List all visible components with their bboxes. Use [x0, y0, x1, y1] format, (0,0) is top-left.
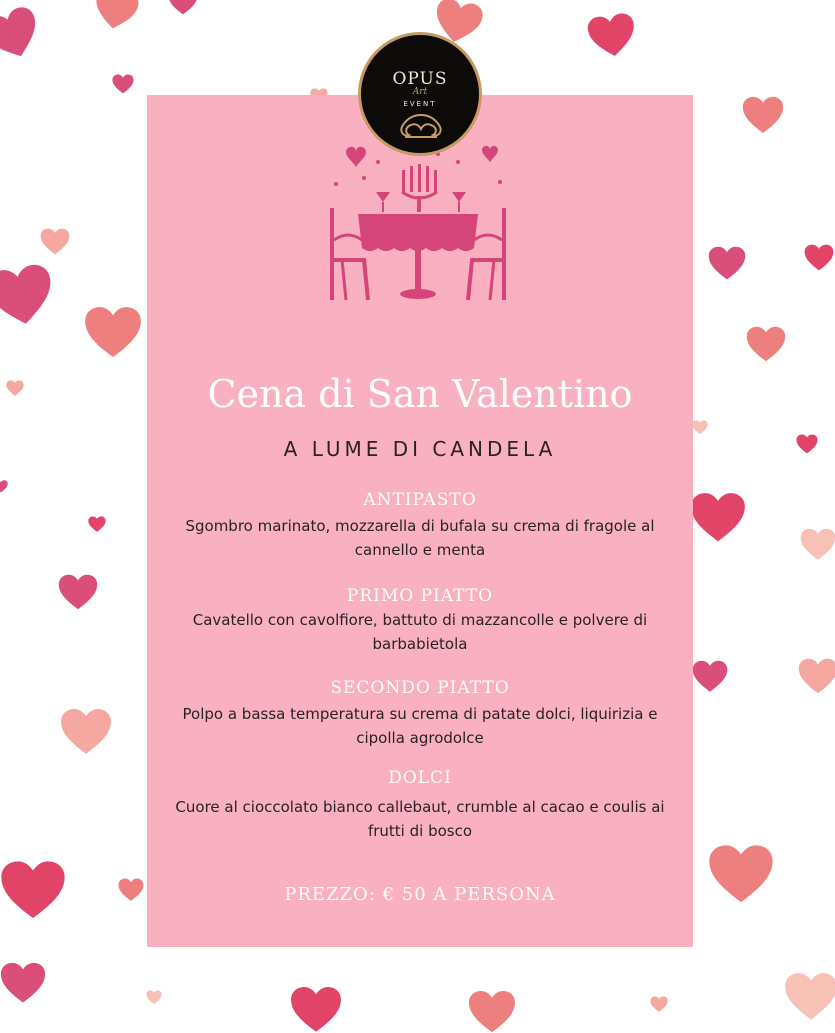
menu-title: Cena di San Valentino: [207, 372, 633, 416]
course-heading-antipasto: ANTIPASTO: [363, 490, 477, 510]
heart-icon: [146, 990, 162, 1004]
heart-icon: [0, 480, 8, 493]
logo-name: OPUS: [392, 69, 448, 89]
heart-icon: [88, 516, 106, 532]
heart-icon: [746, 326, 786, 362]
heart-icon: [60, 708, 112, 755]
heart-icon: [708, 246, 746, 280]
heart-icon: [168, 0, 198, 15]
heart-icon: [742, 96, 784, 134]
heart-icon: [0, 261, 59, 331]
heart-icon: [796, 434, 818, 454]
opus-logo: [358, 32, 482, 156]
heart-icon: [690, 492, 746, 542]
menu-subtitle: A LUME DI CANDELA: [283, 437, 557, 461]
course-heading-secondo: SECONDO PIATTO: [330, 678, 510, 698]
course-heading-dolci: DOLCI: [388, 768, 452, 788]
heart-icon: [346, 147, 366, 168]
heart-icon: [468, 990, 516, 1033]
heart-icon: [58, 574, 98, 610]
heart-icon: [784, 972, 835, 1021]
heart-icon: [40, 228, 70, 255]
course-description-secondo: Polpo a bassa temperatura su crema di patate dolci, liquirizia e cipolla agrodolce: [182, 705, 658, 747]
heart-icon: [0, 860, 66, 919]
heart-icon: [800, 528, 835, 560]
course-description-dolci: Cuore al cioccolato bianco callebaut, crumble al cacao e coulis ai frutti di bosco: [175, 798, 665, 840]
heart-icon: [692, 420, 708, 434]
price-label: PREZZO: € 50 A PERSONA: [284, 884, 556, 905]
heart-icon: [708, 844, 774, 903]
heart-icon: [692, 660, 728, 692]
course-description-primo: Cavatello con cavolfiore, battuto di mazzancolle e polvere di barbabietola: [192, 611, 648, 653]
heart-icon: [112, 74, 134, 94]
heart-icon: [290, 986, 342, 1033]
course-heading-primo: PRIMO PIATTO: [346, 586, 494, 606]
heart-icon: [118, 878, 144, 901]
logo-ornament-icon: [393, 111, 449, 141]
candlelit-dinner-illustration: [318, 140, 518, 310]
heart-icon: [798, 658, 835, 694]
logo-sub: EVENT: [403, 100, 437, 108]
course-description-antipasto: Sgombro marinato, mozzarella di bufala su crema di fragole al cannello e menta: [185, 517, 655, 559]
heart-icon: [0, 962, 46, 1003]
heart-icon: [0, 2, 47, 66]
logo-tagline: Art: [412, 87, 428, 97]
heart-icon: [804, 244, 834, 271]
heart-icon: [6, 380, 24, 396]
heart-icon: [84, 306, 142, 358]
heart-icon: [91, 0, 141, 33]
heart-icon: [585, 11, 639, 60]
heart-icon: [650, 996, 668, 1012]
heart-icon: [482, 146, 498, 163]
